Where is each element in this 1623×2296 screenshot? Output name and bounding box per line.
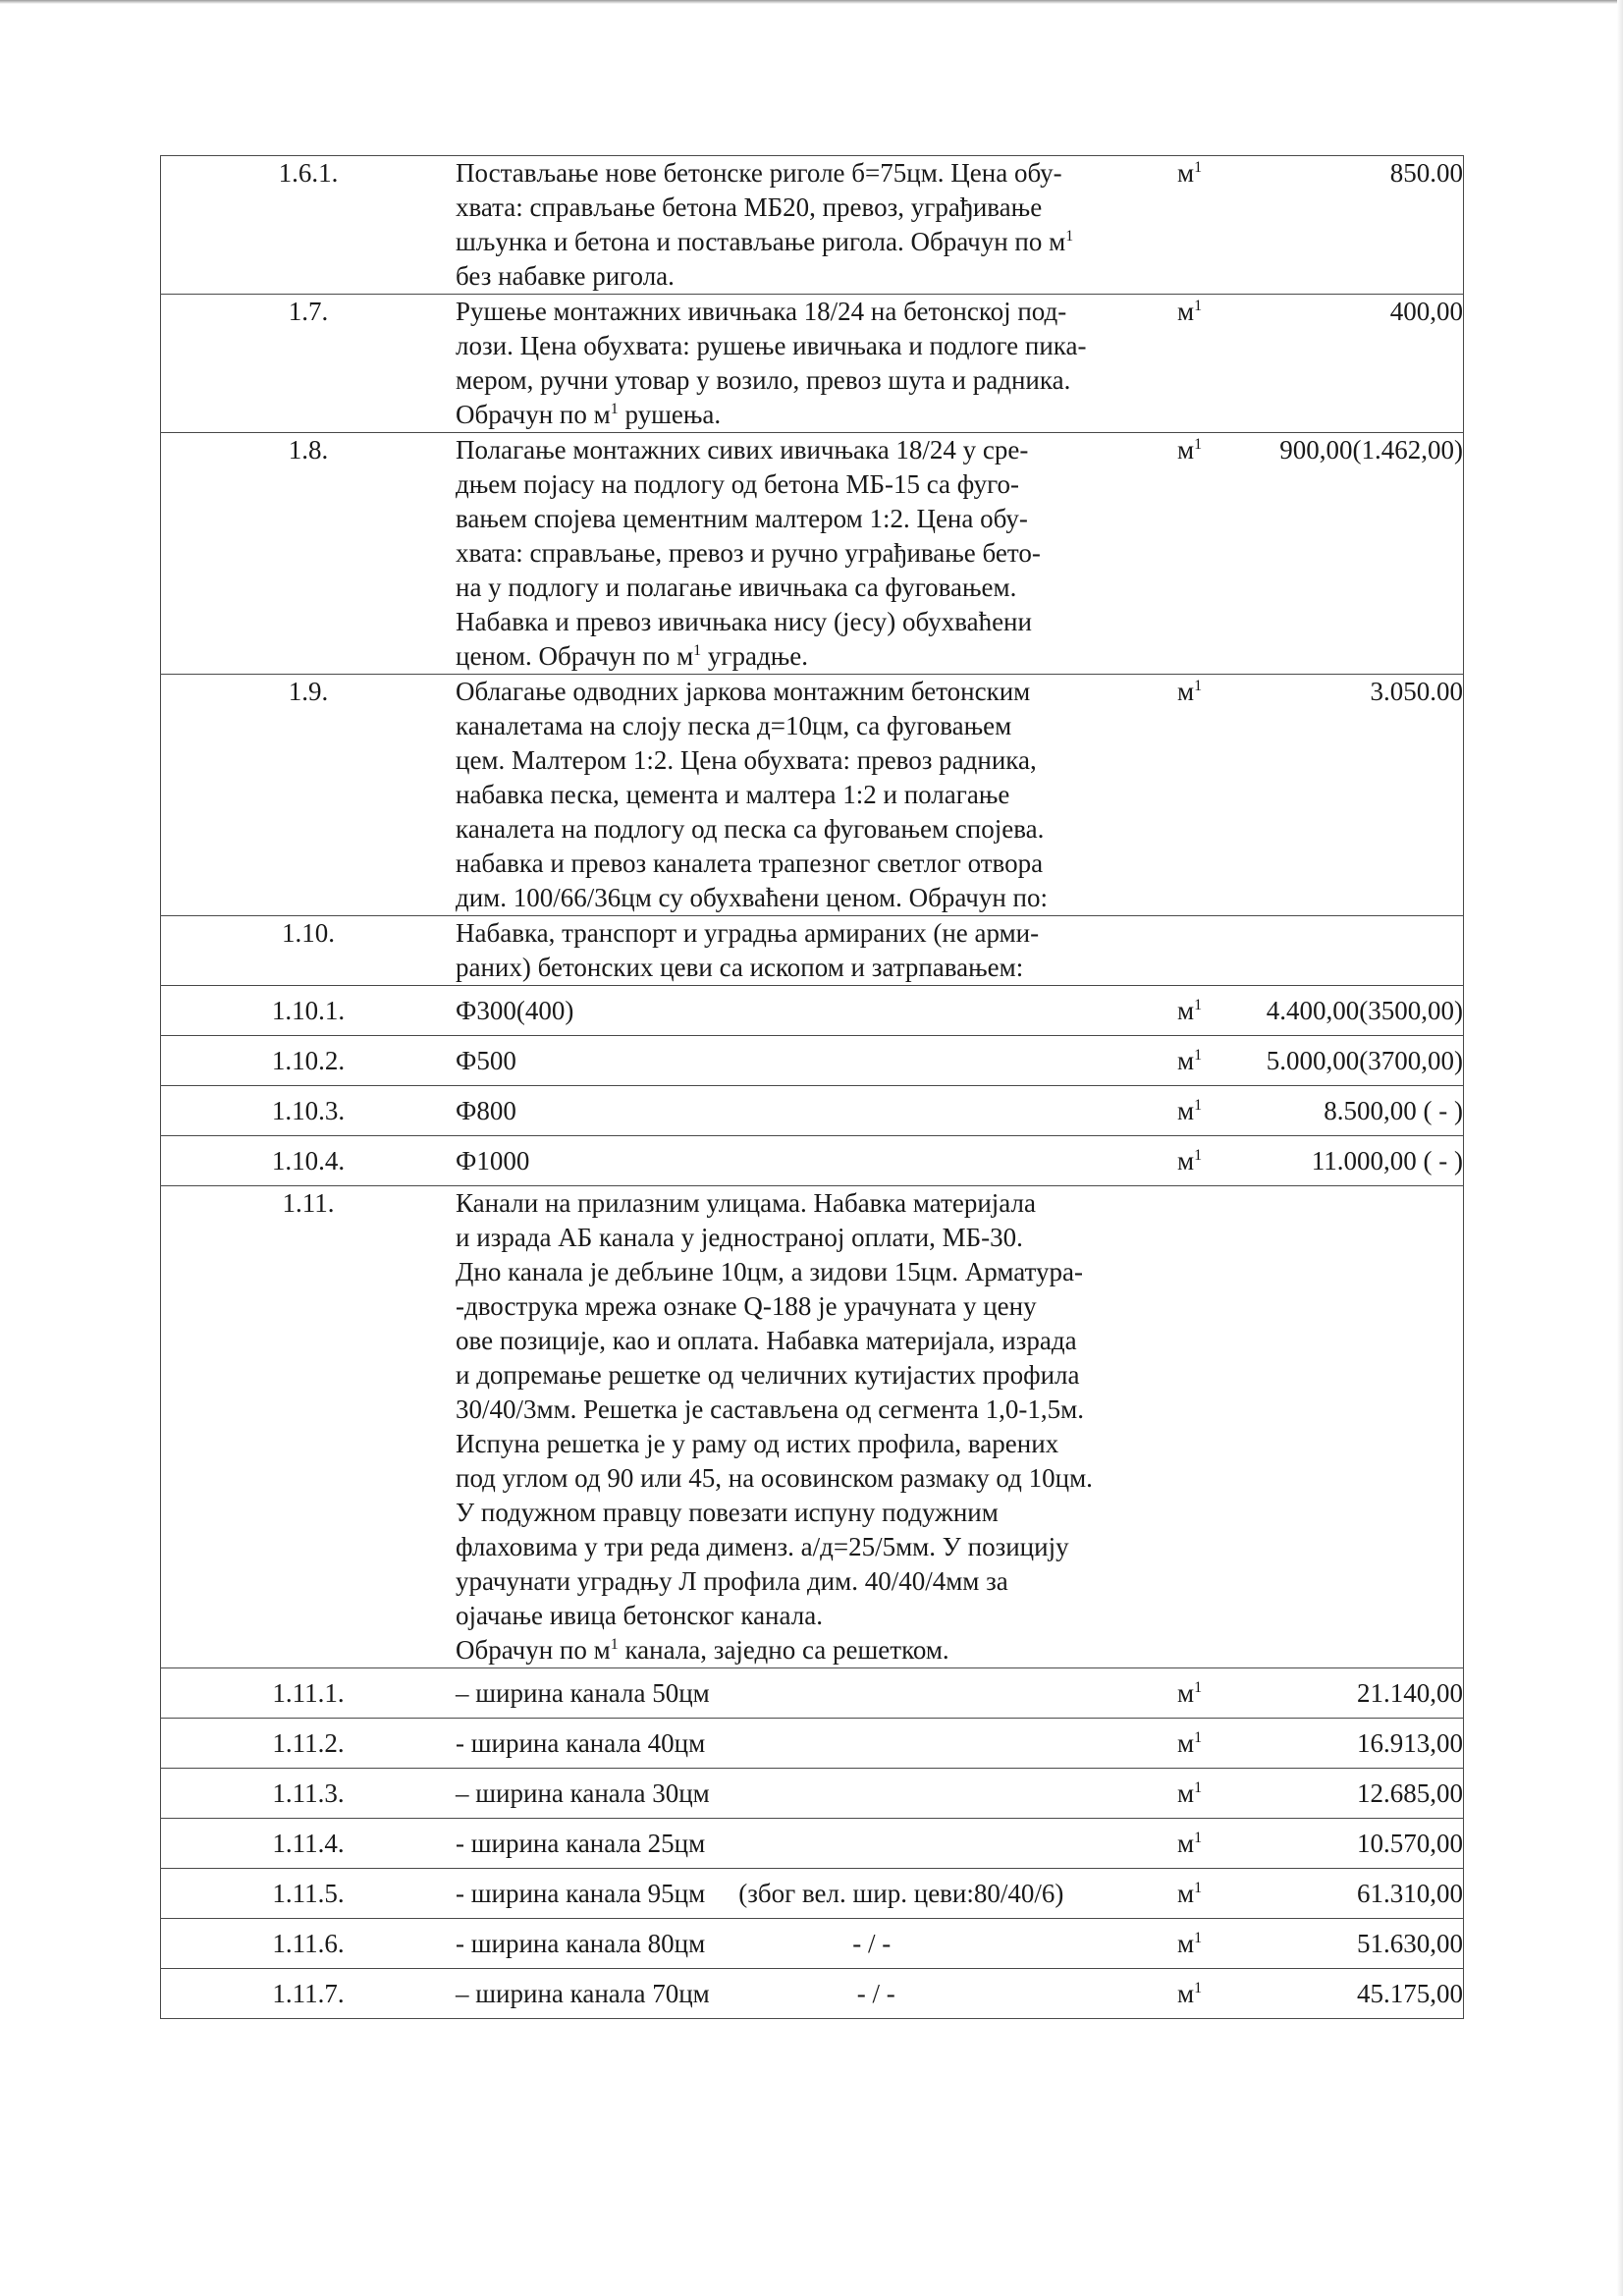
unit-cell: $м^1$ bbox=[1177, 1668, 1246, 1719]
price-cell: 45.175,00 bbox=[1246, 1969, 1464, 2019]
item-number: 1.10. bbox=[161, 916, 457, 986]
unit-cell: $м^1$ bbox=[1177, 675, 1246, 916]
price-cell: 51.630,00 bbox=[1246, 1919, 1464, 1969]
unit-cell: $м^1$ bbox=[1177, 1036, 1246, 1086]
item-number: 1.10.1. bbox=[161, 986, 457, 1036]
price-cell: 850.00 bbox=[1246, 156, 1464, 295]
unit-cell: $м^1$ bbox=[1177, 1719, 1246, 1769]
unit-cell: $м^1$ bbox=[1177, 1869, 1246, 1919]
unit-cell bbox=[1177, 1186, 1246, 1668]
unit-cell bbox=[1177, 916, 1246, 986]
item-description: Ф1000 bbox=[456, 1136, 1177, 1186]
price-cell: 900,00(1.462,00) bbox=[1246, 433, 1464, 675]
item-note: (због вел. шир. цеви:80/40/6) bbox=[738, 1878, 1064, 1908]
scan-right-edge bbox=[1617, 0, 1623, 2296]
price-cell: 8.500,00 ( - ) bbox=[1246, 1086, 1464, 1136]
item-number: 1.11.7. bbox=[161, 1969, 457, 2019]
table-row bbox=[161, 1819, 1464, 1869]
price-cell: 11.000,00 ( - ) bbox=[1246, 1136, 1464, 1186]
unit-cell: $м^1$ bbox=[1177, 986, 1246, 1036]
unit-cell: $м^1$ bbox=[1177, 156, 1246, 295]
item-description: - ширина канала 80цм - / - bbox=[456, 1919, 1177, 1969]
item-number: 1.9. bbox=[161, 675, 457, 916]
item-number: 1.11.1. bbox=[161, 1668, 457, 1719]
item-description: Канали на прилазним улицама. Набавка материјала и израда АБ канала у једностраној оплати, МБ-30. Дно канала је дебљине 10цм, а зидови 15цм. Арматура- -двострука мрежа ознаке Q-188 је урачуната у цену ове позиције, као и оплата. Набавка материјала, израда и допремање решетке од челичних кутијастих профила 30/40/3мм. Решетка је састављена од сегмента 1,0-1,5м. Испуна решетка је у раму од истих профила, варених под углом од 90 или 45, на осовинском размаку од 10цм. У подужном правцу повезати испуну подужним флаховима у три реда дименз. а/д=25/5мм. У позицију урачунати уградњу Л профила дим. 40/40/4мм за ојачање ивица бетонског канала. Обрачун по $м^1$ канала, заједно са решетком. bbox=[456, 1186, 1177, 1668]
table-row bbox=[161, 1668, 1464, 1719]
item-number: 1.11.3. bbox=[161, 1769, 457, 1819]
item-number: 1.6.1. bbox=[161, 156, 457, 295]
item-number: 1.11. bbox=[161, 1186, 457, 1668]
table-row bbox=[161, 675, 1464, 916]
item-description: Рушење монтажних ивичњака 18/24 на бетонској под- лози. Цена обухвата: рушење ивичњака и подлоге пика- мером, ручни утовар у возило, превоз шута и радника. Обрачун по $м^1$ рушења. bbox=[456, 295, 1177, 433]
price-cell: 61.310,00 bbox=[1246, 1869, 1464, 1919]
price-cell: 16.913,00 bbox=[1246, 1719, 1464, 1769]
price-cell: 21.140,00 bbox=[1246, 1668, 1464, 1719]
unit-cell: $м^1$ bbox=[1177, 1086, 1246, 1136]
table-row bbox=[161, 295, 1464, 433]
unit-cell: $м^1$ bbox=[1177, 295, 1246, 433]
table-row bbox=[161, 1086, 1464, 1136]
unit-cell: $м^1$ bbox=[1177, 433, 1246, 675]
price-cell bbox=[1246, 1186, 1464, 1668]
unit-cell: $м^1$ bbox=[1177, 1769, 1246, 1819]
unit-cell: $м^1$ bbox=[1177, 1819, 1246, 1869]
price-cell: 12.685,00 bbox=[1246, 1769, 1464, 1819]
table-row bbox=[161, 1769, 1464, 1819]
item-number: 1.7. bbox=[161, 295, 457, 433]
unit-cell: $м^1$ bbox=[1177, 1969, 1246, 2019]
item-description: - ширина канала 25цм bbox=[456, 1819, 1177, 1869]
price-cell: 3.050.00 bbox=[1246, 675, 1464, 916]
table-row bbox=[161, 1036, 1464, 1086]
bill-of-quantities-table bbox=[160, 155, 1464, 2019]
unit-cell: $м^1$ bbox=[1177, 1919, 1246, 1969]
ditto-mark: - / - bbox=[852, 1928, 892, 1958]
table-row bbox=[161, 433, 1464, 675]
table-row bbox=[161, 1186, 1464, 1668]
unit-cell: $м^1$ bbox=[1177, 1136, 1246, 1186]
price-cell: 5.000,00(3700,00) bbox=[1246, 1036, 1464, 1086]
item-number: 1.10.4. bbox=[161, 1136, 457, 1186]
item-description: – ширина канала 70цм - / - bbox=[456, 1969, 1177, 2019]
table-row bbox=[161, 1719, 1464, 1769]
item-number: 1.8. bbox=[161, 433, 457, 675]
item-description: Облагање одводних јаркова монтажним бетонским каналетама на слоју песка д=10цм, са фуговањем цем. Малтером 1:2. Цена обухвата: превоз радника, набавка песка, цемента и малтера 1:2 и полагање каналета на подлогу од песка са фуговањем спојева. набавка и превоз каналета трапезног светлог отвора дим. 100/66/36цм су обухваћени ценом. Обрачун по: bbox=[456, 675, 1177, 916]
table-row bbox=[161, 1136, 1464, 1186]
table-row bbox=[161, 916, 1464, 986]
item-description: Набавка, транспорт и уградња армираних (не арми- раних) бетонских цеви са ископом и затрпавањем: bbox=[456, 916, 1177, 986]
item-number: 1.11.2. bbox=[161, 1719, 457, 1769]
table-row bbox=[161, 1919, 1464, 1969]
item-description: Ф500 bbox=[456, 1036, 1177, 1086]
item-description: Ф800 bbox=[456, 1086, 1177, 1136]
item-description: - ширина канала 40цм bbox=[456, 1719, 1177, 1769]
price-cell: 4.400,00(3500,00) bbox=[1246, 986, 1464, 1036]
item-description: – ширина канала 30цм bbox=[456, 1769, 1177, 1819]
item-number: 1.11.6. bbox=[161, 1919, 457, 1969]
price-cell bbox=[1246, 916, 1464, 986]
item-number: 1.10.3. bbox=[161, 1086, 457, 1136]
price-cell: 400,00 bbox=[1246, 295, 1464, 433]
scan-top-edge bbox=[0, 0, 1623, 4]
item-number: 1.11.5. bbox=[161, 1869, 457, 1919]
table-row bbox=[161, 1869, 1464, 1919]
table-row bbox=[161, 986, 1464, 1036]
item-number: 1.10.2. bbox=[161, 1036, 457, 1086]
item-description: – ширина канала 50цм bbox=[456, 1668, 1177, 1719]
table-row bbox=[161, 1969, 1464, 2019]
table-row bbox=[161, 156, 1464, 295]
item-description: Ф300(400) bbox=[456, 986, 1177, 1036]
ditto-mark: - / - bbox=[856, 1978, 895, 2008]
item-description: Постављање нове бетонске риголе б=75цм. Цена обу- хвата: справљање бетона МБ20, превоз, уграђивање шљунка и бетона и постављање ригола. Обрачун по $м^1$ без набавке ригола. bbox=[456, 156, 1177, 295]
price-cell: 10.570,00 bbox=[1246, 1819, 1464, 1869]
item-description: Полагање монтажних сивих ивичњака 18/24 у сре- дњем појасу на подлогу од бетона МБ-15 са фуго- вањем спојева цементним малтером 1:2. Цена обу- хвата: справљање, превоз и ручно уграђивање бето- на у подлогу и полагање ивичњака са фуговањем. Набавка и превоз ивичњака нису (јесу) обухваћени ценом. Обрачун по $м^1$ уградње. bbox=[456, 433, 1177, 675]
item-number: 1.11.4. bbox=[161, 1819, 457, 1869]
item-description: - ширина канала 95цм (због вел. шир. цеви:80/40/6) bbox=[456, 1869, 1177, 1919]
